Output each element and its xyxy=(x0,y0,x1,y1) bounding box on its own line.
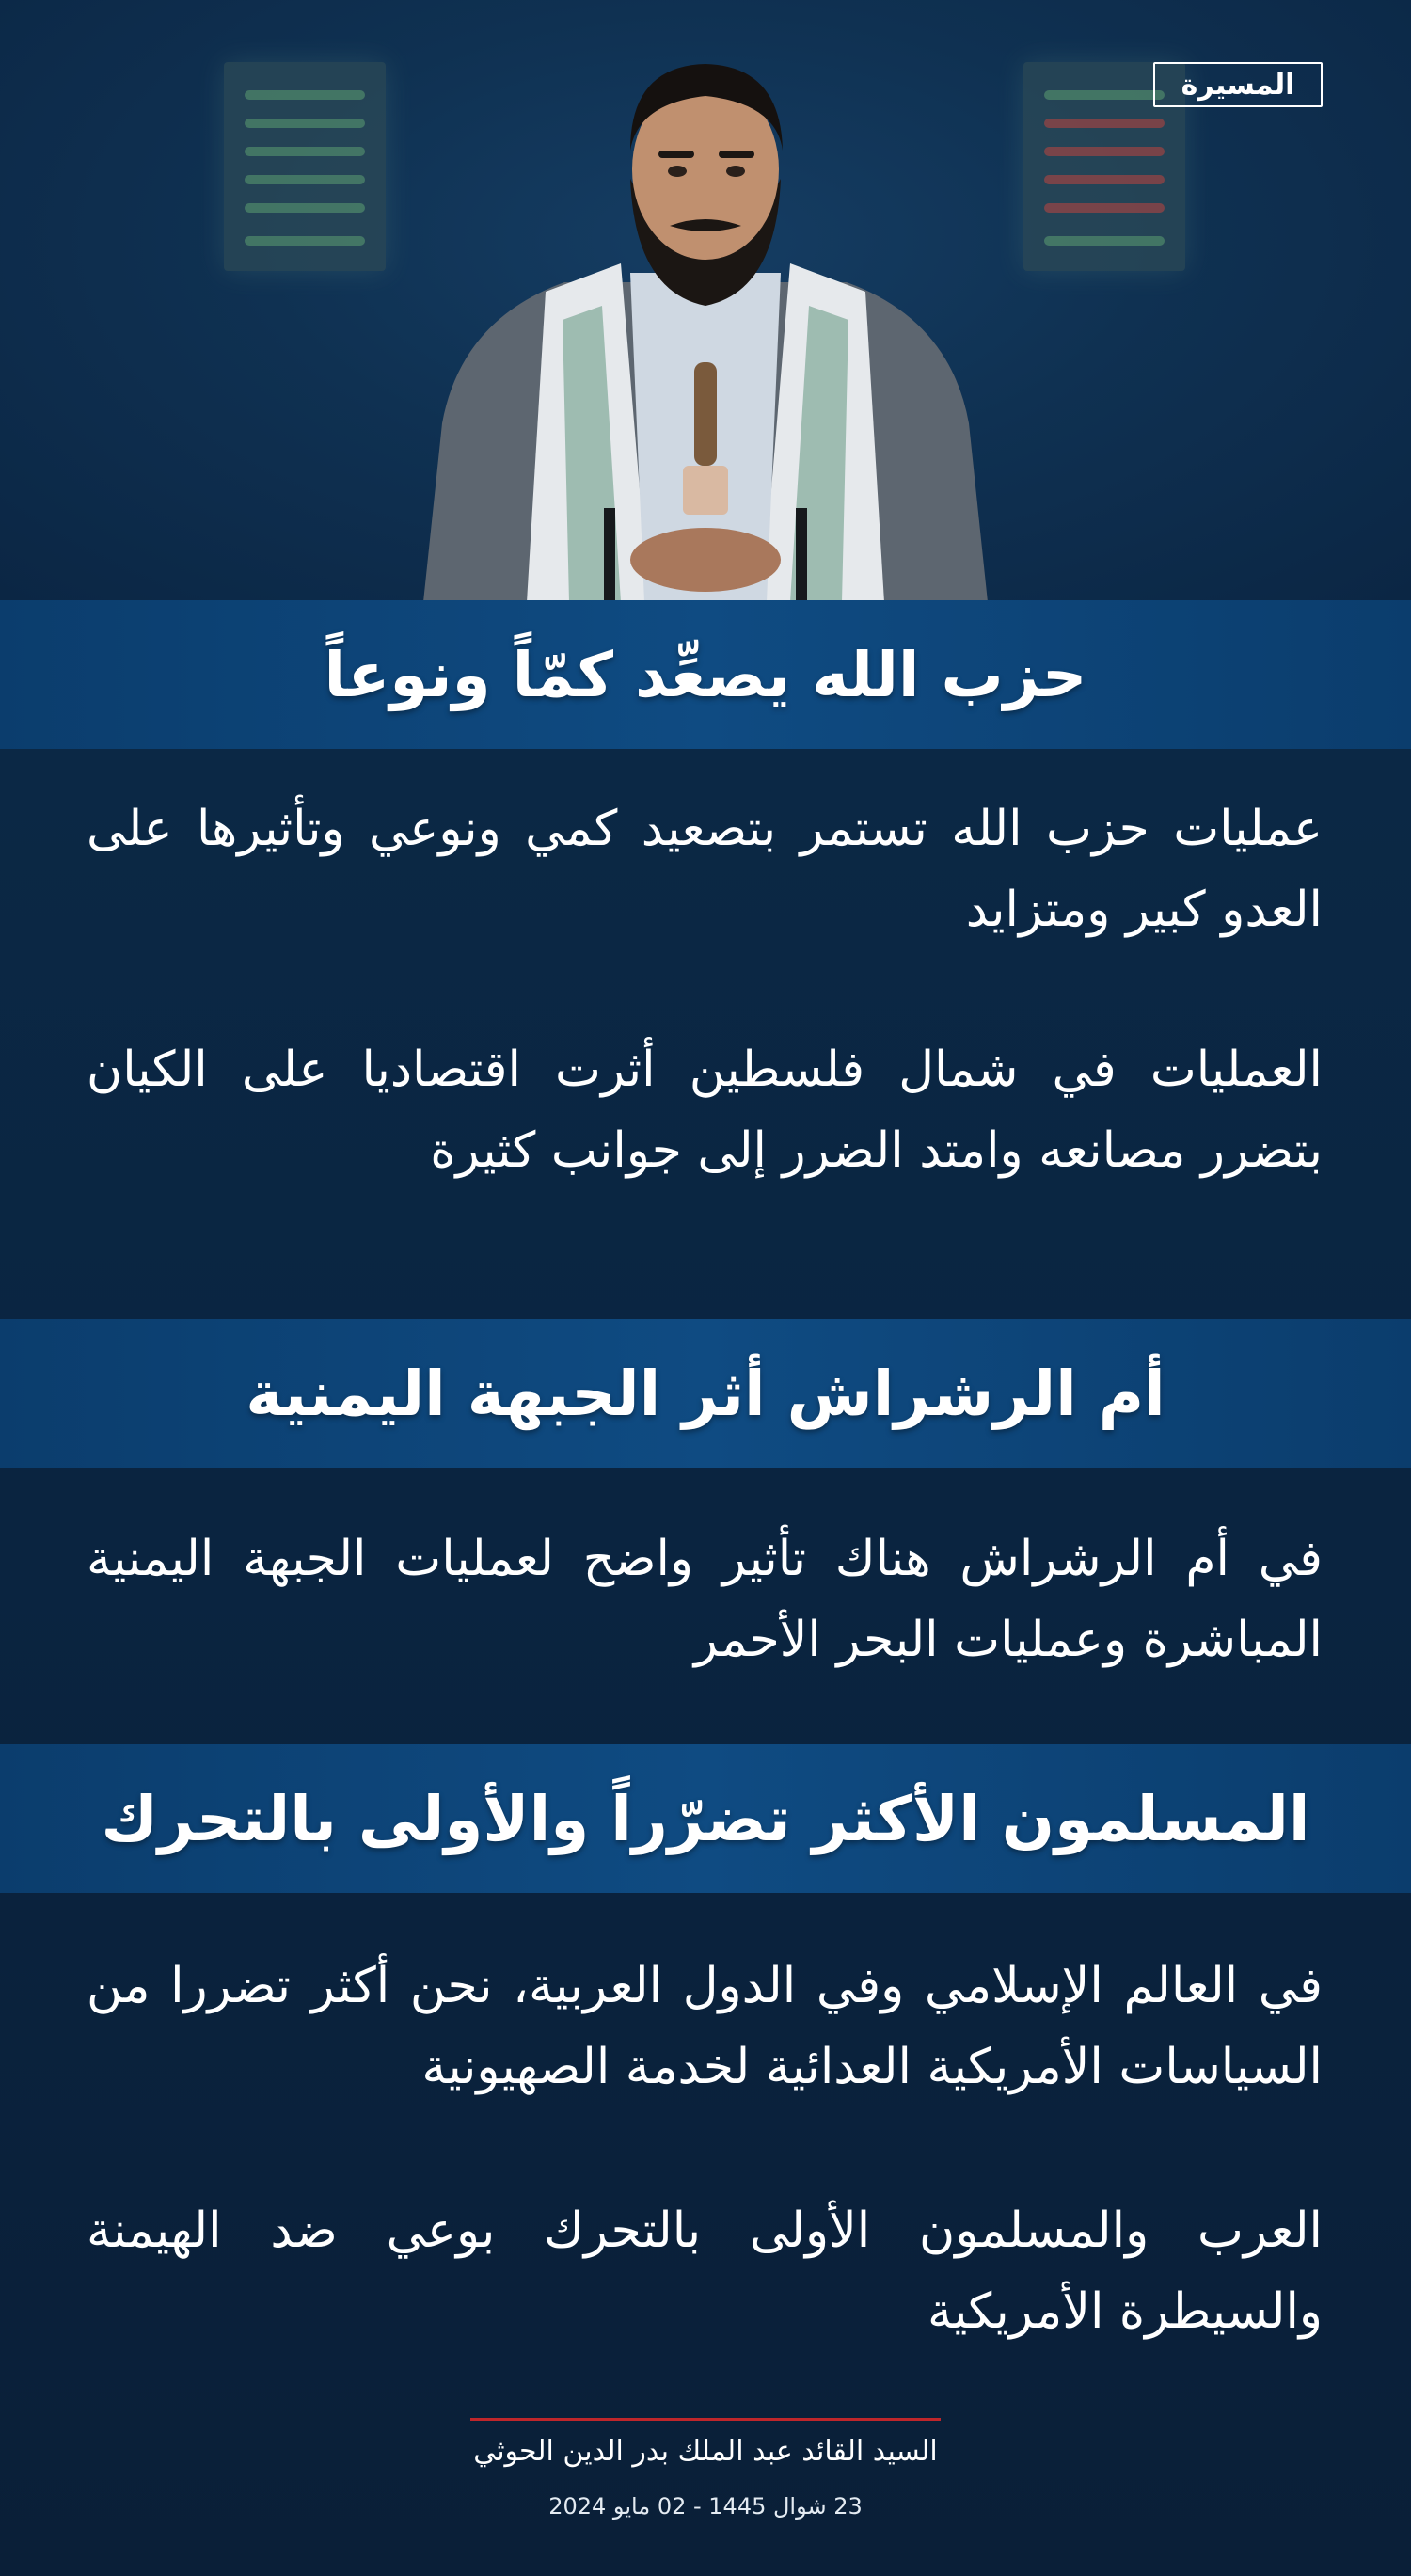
section-2-heading-band xyxy=(0,1319,1411,1468)
section-2-paragraph-1: في أم الرشراش هناك تأثير واضح لعمليات الجبهة اليمنية المباشرة وعمليات البحر الأحمر xyxy=(87,1531,1323,1668)
section-1-heading: حزب الله يصعِّد كمّاً ونوعاً xyxy=(324,638,1087,711)
wall-banner-left xyxy=(224,62,386,271)
section-3-heading: المسلمون الأكثر تضرّراً والأولى بالتحرك xyxy=(101,1782,1310,1855)
section-2-heading: أم الرشراش أثر الجبهة اليمنية xyxy=(246,1357,1165,1430)
section-1-heading-band xyxy=(0,600,1411,749)
publication-date: 23 شوال 1445 - 02 مايو 2024 xyxy=(548,2493,863,2520)
section-3-paragraph-1: في العالم الإسلامي وفي الدول العربية، نحن أكثر تضررا من السياسات الأمريكية العدائية لخدمة الصهيونية xyxy=(87,1958,1323,2095)
section-1-paragraph-1: عمليات حزب الله تستمر بتصعيد كمي ونوعي وتأثيرها على العدو كبير ومتزايد xyxy=(87,801,1323,938)
speaker-name: السيد القائد عبد الملك بدر الدين الحوثي xyxy=(473,2435,938,2468)
footer-divider xyxy=(470,2418,941,2421)
section-3-paragraph-2: العرب والمسلمون الأولى بالتحرك بوعي ضد الهيمنة والسيطرة الأمريكية xyxy=(87,2202,1323,2340)
section-3-heading-band xyxy=(0,1744,1411,1893)
hero-image xyxy=(0,0,1411,600)
section-1-paragraph-2: العمليات في شمال فلسطين أثرت اقتصاديا على الكيان بتضرر مصانعه وامتد الضرر إلى جوانب كثيرة xyxy=(87,1042,1323,1179)
speaker-portrait xyxy=(404,38,1007,600)
brand-logo: المسيرة xyxy=(1153,62,1323,107)
